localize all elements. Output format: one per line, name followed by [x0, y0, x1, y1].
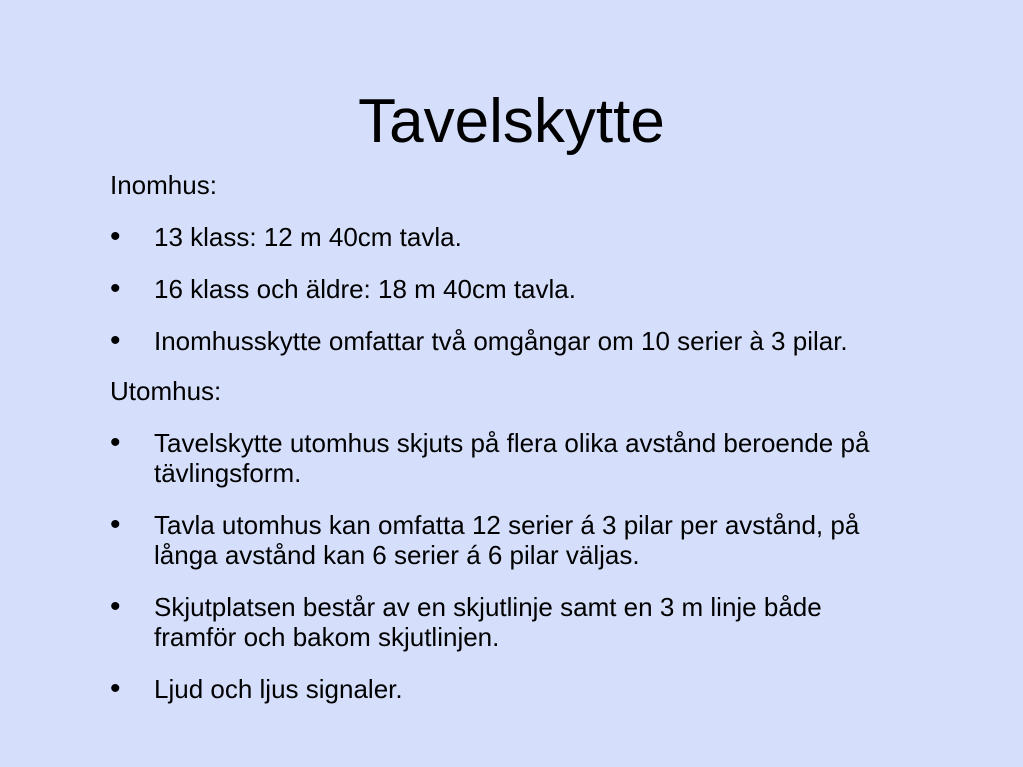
list-item — [110, 428, 910, 488]
list-item-text: 16 klass och äldre: 18 m 40cm tavla. — [154, 274, 576, 304]
indoor-list — [110, 222, 910, 356]
bullet-icon: • — [110, 508, 121, 541]
section-heading-indoor: Inomhus: — [110, 170, 217, 200]
list-item — [110, 510, 910, 570]
list-item-text: Ljud och ljus signaler. — [154, 674, 403, 704]
list-item — [110, 274, 910, 304]
bullet-icon: • — [110, 426, 121, 459]
section-heading-outdoor: Utomhus: — [110, 376, 222, 406]
bullet-icon: • — [110, 324, 121, 357]
slide-content — [110, 168, 910, 704]
list-item-text: Skjutplatsen består av en skjutlinje samt en 3 m linje både framför och bakom skjutlinjen. — [154, 592, 822, 652]
list-item — [110, 222, 910, 252]
list-item — [110, 592, 910, 652]
outdoor-list — [110, 428, 910, 704]
list-item — [110, 674, 910, 704]
list-item-text: Tavla utomhus kan omfatta 12 serier á 3 pilar per avstånd, på långa avstånd kan 6 serier á 6 pilar väljas. — [154, 510, 860, 570]
list-item — [110, 326, 910, 356]
list-item-text: 13 klass: 12 m 40cm tavla. — [154, 222, 462, 252]
list-item-text: Inomhusskytte omfattar två omgångar om 10 serier à 3 pilar. — [154, 326, 848, 356]
bullet-icon: • — [110, 672, 121, 705]
bullet-icon: • — [110, 272, 121, 305]
bullet-icon: • — [110, 220, 121, 253]
slide-title: Tavelskytte — [358, 87, 665, 156]
bullet-icon: • — [110, 590, 121, 623]
list-item-text: Tavelskytte utomhus skjuts på flera olika avstånd beroende på tävlingsform. — [154, 428, 870, 488]
